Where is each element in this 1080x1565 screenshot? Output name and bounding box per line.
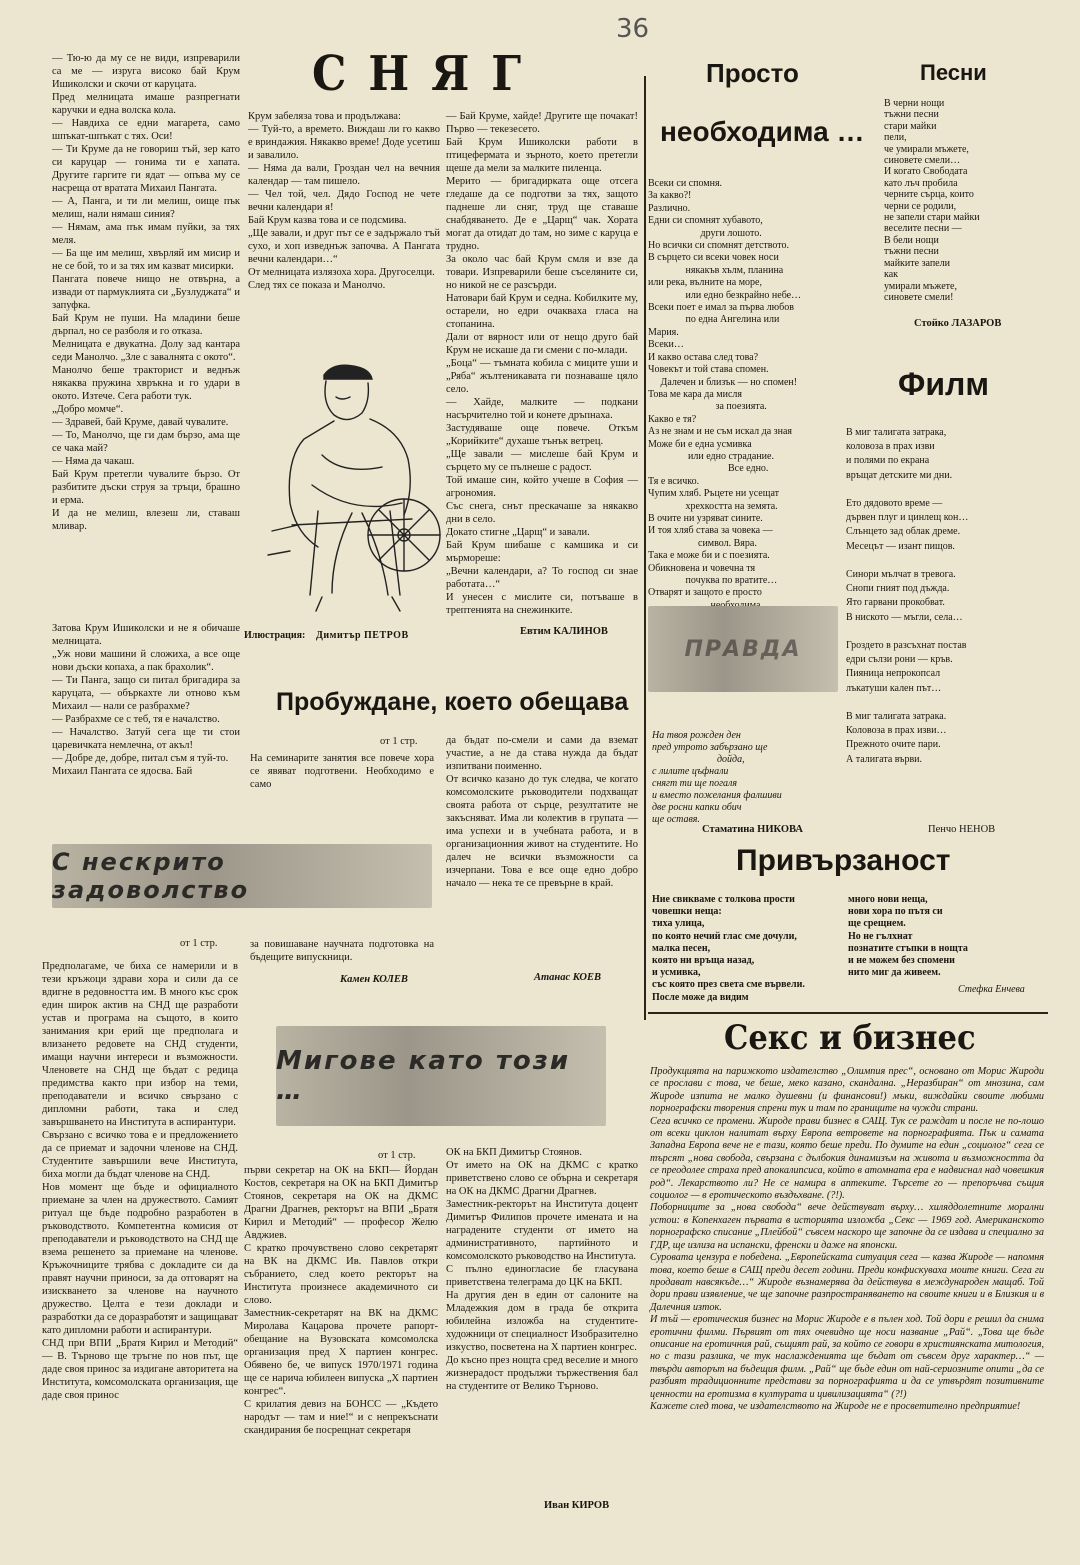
sneg-column-1b: Затова Крум Ишиколски и не я обичаше мелницата. „Уж нови машини й сложиха, а все още нови дъски копаха, а пак брахолик“. — Ти Панга, защо си питал бригадира за каруцата, — объркахте ли отново към Михаил — нали се разбрахме? — Разбрахме се с теб, тя е началство. — Началство. Затуй сега ще ти стои царевичката немлечна, от акъл! — Добре де, добре, питал съм я туй-то. Михаил Пангата се ядосва. Бай — [52, 623, 240, 777]
neskrito-title: С нескрито задоволство — [52, 848, 250, 904]
probuzhdane-column-2: да бъдат по-смели и сами да вземат участие, а не да става нужда да бъдат изпитвани поименно. От всичко казано до тук следва, че когато комсомолските ръководители подхващат своята работа от сърце, резултатите не закъсняват. Има ли колектив в групата — има успехи и в учебната работа, и в организационния живот на студентите. Но далеч не всички възможности са изчерпани. Това е все още едно добро начало — нека те се превърне в край. — [446, 735, 638, 889]
sneg-column-3: — Бай Круме, хайде! Другите ще почакат! Първо — текезесето. Бай Крум Ишиколски работи в птицефермата и зърното, което претегли щеше да мели за малките пиленца. Мерито — бригадирката още отсега гледаше да се подготви за тях, защото паднеше ли сняг, труд ще ставаше снабдяването. Де е „Царщ“ чак. Хората могат да отидат до там, но зиме с каруца е трудно. За около час бай Крум смля и взе да товари. Изпреварили беше съселяните си, но никой не се разсърди. Натовари бай Крум и седна. Кобилките му, остарели, но едри очакваха гласа на стопанина. Дали от вярност или от нещо друго бай Крум не искаше да ги смени с по-млади. „Боца“ — тъмната кобила с миците уши и „Ряба“ жълтеникавата ги познаваше цяло село. — Хайде, малките — подкани насърчително той и конете дръпнаха. Застудяваше още повече. Откъм „Корийките“ духаше тънък ветрец. „Ще завали — мислеше бай Крум и сърцето му се пълнеше с радост. Той имаше син, който учеше в София — агрономия. Със снега, снът прескачаше за някакво дни в село. Докато стигне „Царщ“ и завали. Бай Крум шибаше с камшика и си мърмореше: „Вечни календари, а? То господ си знае работата…“ И унесен с мислите си, потъваше в трептенията на снежинките. — [446, 111, 638, 616]
neskrito-column-2: за повишаване научната подготовка на бъдещите випускници. — [250, 939, 434, 963]
migove-column-1: първи секретар на ОК на БКП— Йордан Костов, секретаря на ОК на БКП Димитър Стоянов, секретаря на ОК на ДКМС Драгни Драгнев, ректорът на ВПИ „Братя Кирил и Методий“ — професор Желю Авджиев. С кратко прочувствено слово секретарят на ВК на ДКМС Ив. Павлов откри събранието, след което ректорът на Института произнесе академичното си слово. Заместник-секретарят на ВК на ДКМС Миролава Кацарова прочете рапорт-обещание на Вузовската комсомолска организация пред X партиен конгрес. Обявено бе, че випуск 1970/1971 година ще се нарича юбилеен випуска „X партиен конгрес“. С крилатия девиз на БОНСС — „Където народът — там и ние!“ и с непрекъснати скандирания бе посрещнат секретаря — [244, 1165, 438, 1436]
stamp-text: ПРАВДА — [684, 636, 802, 662]
film-title: Филм — [898, 366, 989, 402]
pesni-title: Песни — [920, 60, 987, 85]
prosto-title-line-1: Просто — [706, 58, 799, 88]
page-number: 36 — [616, 14, 650, 44]
stamatina-author: Стаматина НИКОВА — [702, 824, 803, 835]
migove-from: от 1 стр. — [378, 1150, 416, 1161]
neskrito-title-banner — [52, 844, 432, 908]
neskrito-column-1: Предполагаме, че биха се намерили и в тези кръжоци здрави хора и сили да се вдигне в редовността им. В много къс срок един широк актив на СНД ще разработи устав и програма на същото, в които занимания кри ерий ще предполага и влизането редовете на СНД студенти, имащи научни интереси и възможности. Членовете на СНД ще бъдат с редица предимства както при избор на теми, преподаватели и всичко свързано с дипломни работи, така и след завършването на Института в аспирантури. Свързано с всичко това е и предложението да се приемат и задочни членове на СНД. Студентите завършили вече Института, биха могли да бъдат членове на СНД. Нов момент ще бъде и официалното приемане за член на дружеството. Самият ритуал ще бъде подробно разработен в ръководството. Компетентна комисия от преподаватели и ръководството на СНД ще взема решенето за приемане на членове. Кръжочниците трябва с докладите си да правят научни приноси, за да отговарят на изискването за членове на научното дружество. Целта е тези доклади и разработки да се доразработят и защищават като дипломни работи и аспирантури. СНД при ВПИ „Братя Кирил и Методий“ — В. Търново ще тръгне по нов път, ще даде своя принос за издигане авторитета на Института, комсомолската организация, ще даде своя принос — [42, 961, 238, 1401]
migove-author: Иван КИРОВ — [544, 1500, 610, 1511]
illustration-credit-name: Димитър ПЕТРОВ — [316, 630, 409, 641]
sneg-author: Евтим КАЛИНОВ — [520, 626, 608, 637]
illustration-credit-label: Илюстрация: — [244, 630, 306, 641]
pesni-poem: В черни нощи тъжни песни стари майки пели, че умирали мъжете, синовете смели… И когато Свободата като лъч пробила черните сърца, които черни се родили, не запели стари майки веселите песни — В бели нощи тъжни песни майките запели как умирали мъжете, синовете смели! — [884, 98, 980, 303]
newspaper-stamp-image — [648, 606, 838, 692]
probuzhdane-column-1: На семинарите занятия все повече хора се явяват подготвени. Необходимо е само — [250, 753, 434, 790]
probuzhdane-title: Пробуждане, което обещава — [276, 688, 629, 716]
privarzanost-poem-left: Ние свикваме с толкова прости човешки неща: тиха улица, по която нечий глас сме дочули, малка песен, която ни връща назад, и усмивка, със която през света сме вървели. После може да видим — [652, 894, 805, 1003]
film-poem: В миг талигата затрака, коловоза в прах изви и полями по екрана връщат детските ми дни. Ето дядовото време — дървен плуг и цинлещ кон… Слънцето зад облак дреме. Месецът — изант пищов. Синори мълчат в тревога. Снопи гният под дъжда. Ято гарвани прокобват. В ниското — мъгли, села… Гроздето в разсъхнат постав едри сълзи рони — кръв. Пияница непрокопсал лъкатуши кален път… В миг талигата затрака. Коловоза в прах изви… Прежното очите пари. А талигата върви. — [846, 427, 969, 765]
privarzanost-title: Привързаност — [736, 844, 951, 877]
migove-title: Мигове като този … — [276, 1046, 571, 1106]
sneg-title: СНЯГ — [312, 46, 544, 102]
probuzhdane-author: Атанас КОЕВ — [534, 972, 602, 983]
stamatina-poem: На твоя рожден ден пред утрото забързано ще дойда, с лилите цъфнали снягт ти ще погаля и вместо пожелания фалшиви две росни капки обич ще оставя. — [652, 730, 782, 825]
seks-body: Продукцията на парижкото издателство „Олимпия прес“, основано от Морис Жироди се прослави с това, че беше, меко казано, скандална. „Неразбиран“ от мнозина, сам Жироде изпита не малко душевни (и финансови!) мъки, виждайки своите любими порнографски творения спрени тук и там по границите на чужди страни. Сега всичко се промени. Жироде прави бизнес в САЩ. Тук се раждат и после не по-лошо от всеки циклон налитат върху Европа ветровете на порнографията. Пък и самата Западна Европа вече не е тази, която беше преди. По думите на един „социолог“ сега се търсят „нова свобода, свързана с дълбокия динамизъм на живота и възможността да се преодолее страха пред апокалипсиса, който в атомната ера е надвиснал над човешкия род“. Лекарството ли? Не се намира в аптеките. Търсете го — препоръчва същия социолог — в еротическото въздъхване. (?!). Поборниците за „нова свобода“ вече действуват върху… хиляддолетните морални устои: в Копенхаген първата в историята изложба „Секс — 1969 год. Американското порнографско списание „Плейбой“ съвсем наскоро ще започне да се издава и специално за ГДР, ще излиза на испански, френски и даже на японски. Суровата цензура е победена. „Европейската ситуация сега — казва Жироде — напомня това, което беше в САЩ преди десет години. Преди конфискуваха моите книги. Сега ги продават навсякъде…“ Жироде възнамерява да действува в международен мащаб. Той дори прави изявление, че ще започне разпространяването на своите книги и в Близкия и в Далечния изток. И тъй — еротическия бизнес на Морис Жироде е в пълен ход. Той дори е решил да снима еротични филми. Първият от тях очевидно ще носи название „Рай“. „Това ще бъде описание на еротичния рай, същият рай, за който се говори в християнската митология, но с тази разлика, че тук наслажденията ще бъдат от съвсем друг характер…“ — твърди авторът на бъдещия филм. „Рай“ ще бъде един от най-сериозните опити „да се разбият традиционните представи за порнографията и да се утвърдят позитивните ценности на еротизма в културата и цивилизацията“ (?!) Кажете след това, че издателството на Жироде не е просветително предприятие! — [650, 1066, 1044, 1412]
pesni-author: Стойко ЛАЗАРОВ — [914, 318, 1002, 329]
section-divider — [648, 1012, 1048, 1014]
man-on-cart-illustration — [262, 335, 442, 625]
film-author: Пенчо НЕНОВ — [928, 824, 996, 835]
neskrito-author: Камен КОЛЕВ — [340, 974, 408, 985]
seks-title: Секс и бизнес — [724, 1018, 976, 1058]
column-divider — [644, 76, 646, 1020]
sneg-column-1: — Тю-ю да му се не види, изпреварили са ме — изруга високо бай Крум Ишиколски и скочи от каруцата. Пред мелницата имаше разпрегнати каручки и една волска кола. — Навдиха се едни магарета, само шпъкат-шпъкат с тях. Оси! — Ти Круме да не говориш тъй, зер като си каруцар — гонима ти е хапата. Другите гаргите ги ядат — опъва му се насреща от вратата Михаил Пангата. — А, Панга, и ти ли мелиш, оище пък мелиш, нали нямаш синия? — Нямам, ама пък имам пуйки, за тях меля. — Ба ще им мелиш, хвърляй им мисир и не се бой, то и за тях им казват мисирки. Пангата повече нищо не отвърна, а извади от пармуклията си „Бузлуджата“ и запуфка. Бай Крум не пуши. На младини беше дърпал, но се разболя и го отказа. Мелницата е двукатна. Долу зад кантара седи Манолчо. „Зле с завалнята с окото“. Манолчо беше тракторист и веднъж някаква пружина хвръкна и го удари в окото. Изтече. Сега работи тук. „Добро момче“. — Здравей, бай Круме, давай чувалите. — То, Манолчо, ще ги дам бързо, ама ще се чака май? — Няма да чакаш. Бай Крум претегли чувалите бързо. От разбитите дъски струя за тръци, брашно и ерма. И да не мелиш, влезеш ли, ставаш мливар. — [52, 53, 240, 532]
sneg-column-2: Крум забеляза това и продължава: — Туй-то, а времето. Виждаш ли го какво е вриндажия. Някакво време! Доде усетиш и завалило. — Няма да вали, Гроздан чел на вечния календар — там пишело. — Чел той, чел. Дядо Господ не чете вечни календари я! Бай Крум казва това и се подсмива. „Ще завали, и друг път се е задържало тъй сухо, и хоп изведнъж започва. А Пангата вечни календари…“ От мелницата излязоха хора. Другоселци. След тях се показа и Манолчо. — [248, 111, 440, 291]
migove-column-2: ОК на БКП Димитър Стоянов. От името на ОК на ДКМС с кратко приветствено слово се обърна и секретаря на ОК на ДКМС Драгни Драгнев. Заместник-ректорът на Института доцент Димитър Филипов прочете имената и на наградените студенти от името на административното, партийното и комсомолското ръководство на Института. С пълно единогласие бе гласувана приветствена телеграма до ЦК на БКП. На другия ден в един от салоните на Младежкия дом в града бе открита юбилейна изложба на студентите-художници от специалност Изобразително изкуство, посветена на X партиен конгрес. До късно през нощта сред веселие и много жизнерадост продължи тържествения бал на студентите от Велико Търново. — [446, 1147, 638, 1392]
probuzhdane-from: от 1 стр. — [380, 736, 418, 747]
privarzanost-poem-right: много нови неща, нови хора по пътя си ще срещнем. Но не гълхнат познатите стъпки в нощта и не можем без спомени нито миг да живеем. — [848, 894, 968, 979]
prosto-poem: Всеки си спомня. За какво?! Различно. Едни си спомнят хубавото, други лошото. Но всички си спомнят детството. В сърцето си всеки човек носи някакъв хълм, планина или река, вълните на море, или едно безкрайно небе… Всеки поет е имал за първа любов по една Ангелина или Мария. Всеки… И какво остава след това? Човекът и той става спомен. Далечен и близък — но спомен! Това ме кара да мисля за поезията. Какво е тя? Аз не знам и не съм искал да зная Може би е една усмивка или едно страдание. Все едно. Тя е всичко. Чупим хляб. Ръцете ни усещат хрехкостта на земята. В очите ни узряват сините. И тоя хляб става за човека — символ. Вяра. Така е може би и с поезията. Обикновена и човечна тя почуква по вратите… Отварят и защото е просто — [648, 178, 802, 599]
neskrito-from: от 1 стр. — [180, 938, 218, 949]
privarzanost-author: Стефка Енчева — [958, 984, 1025, 995]
migove-title-banner — [276, 1026, 606, 1126]
prosto-title-line-2: необходима … — [660, 116, 865, 147]
